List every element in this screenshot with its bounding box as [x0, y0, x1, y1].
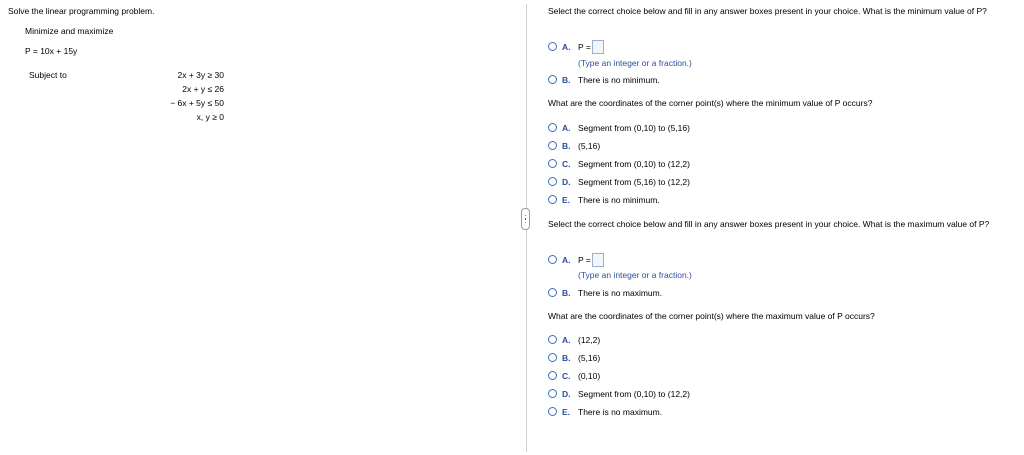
- option-letter: A.: [562, 334, 571, 345]
- option-text: There is no maximum.: [578, 287, 663, 298]
- option-letter: B.: [562, 140, 571, 151]
- option-text: (5,16): [578, 140, 601, 151]
- max-corner-option-e[interactable]: [548, 405, 662, 418]
- radio-button[interactable]: [548, 123, 557, 132]
- min-answer-input[interactable]: [592, 40, 604, 54]
- option-text: (5,16): [578, 352, 601, 363]
- option-text: P =: [578, 254, 591, 265]
- radio-button[interactable]: [548, 195, 557, 204]
- min-option-a[interactable]: [548, 40, 604, 53]
- max-hint: (Type an integer or a fraction.): [578, 270, 692, 280]
- constraint-1: 2x + 3y ≥ 30: [177, 70, 224, 80]
- radio-button[interactable]: [548, 288, 557, 297]
- max-corner-option-a[interactable]: [548, 333, 600, 346]
- min-question: Select the correct choice below and fill in any answer boxes present in your choice. What is the minimum value of P?: [548, 6, 987, 16]
- option-letter: B.: [562, 287, 571, 298]
- problem-title: Solve the linear programming problem.: [8, 6, 155, 16]
- option-text: There is no maximum.: [578, 406, 663, 417]
- option-text: Segment from (0,10) to (5,16): [578, 122, 690, 133]
- radio-button[interactable]: [548, 159, 557, 168]
- handle-dot-icon: [525, 215, 527, 217]
- min-corner-question: What are the coordinates of the corner point(s) where the minimum value of P occurs?: [548, 98, 873, 108]
- radio-button[interactable]: [548, 42, 557, 51]
- option-text: There is no minimum.: [578, 194, 660, 205]
- max-corner-question: What are the coordinates of the corner point(s) where the maximum value of P occurs?: [548, 311, 875, 321]
- option-letter: B.: [562, 352, 571, 363]
- panel-resize-handle[interactable]: [521, 208, 530, 230]
- option-letter: E.: [562, 406, 571, 417]
- constraint-2: 2x + y ≤ 26: [182, 84, 224, 94]
- option-text: (0,10): [578, 370, 601, 381]
- max-answer-input[interactable]: [592, 253, 604, 267]
- radio-button[interactable]: [548, 75, 557, 84]
- option-letter: A.: [562, 41, 571, 52]
- option-text: (12,2): [578, 334, 601, 345]
- problem-instruction: Minimize and maximize: [25, 26, 114, 36]
- min-option-b[interactable]: [548, 73, 660, 86]
- min-corner-option-d[interactable]: [548, 175, 690, 188]
- radio-button[interactable]: [548, 141, 557, 150]
- max-corner-option-b[interactable]: [548, 351, 600, 364]
- min-corner-option-a[interactable]: [548, 121, 690, 134]
- option-text: Segment from (0,10) to (12,2): [578, 388, 690, 399]
- constraint-3: − 6x + 5y ≤ 50: [170, 98, 224, 108]
- radio-button[interactable]: [548, 255, 557, 264]
- max-corner-option-d[interactable]: [548, 387, 690, 400]
- min-corner-option-b[interactable]: [548, 139, 600, 152]
- subject-to-label: Subject to: [29, 70, 67, 80]
- radio-button[interactable]: [548, 335, 557, 344]
- option-letter: B.: [562, 74, 571, 85]
- handle-dot-icon: [525, 222, 527, 224]
- min-corner-option-c[interactable]: [548, 157, 690, 170]
- option-letter: D.: [562, 388, 571, 399]
- constraint-4: x, y ≥ 0: [196, 112, 224, 122]
- min-corner-option-e[interactable]: [548, 193, 660, 206]
- option-text: There is no minimum.: [578, 74, 660, 85]
- radio-button[interactable]: [548, 177, 557, 186]
- radio-button[interactable]: [548, 371, 557, 380]
- radio-button[interactable]: [548, 353, 557, 362]
- option-letter: A.: [562, 122, 571, 133]
- radio-button[interactable]: [548, 407, 557, 416]
- objective-function: P = 10x + 15y: [25, 46, 78, 56]
- option-text: P =: [578, 41, 591, 52]
- max-option-a[interactable]: [548, 253, 604, 266]
- handle-dot-icon: [525, 218, 527, 220]
- option-letter: D.: [562, 176, 571, 187]
- min-hint: (Type an integer or a fraction.): [578, 58, 692, 68]
- max-option-b[interactable]: [548, 286, 662, 299]
- option-letter: C.: [562, 370, 571, 381]
- max-question: Select the correct choice below and fill in any answer boxes present in your choice. What is the maximum value of P?: [548, 219, 990, 229]
- option-letter: C.: [562, 158, 571, 169]
- option-text: Segment from (5,16) to (12,2): [578, 176, 690, 187]
- option-text: Segment from (0,10) to (12,2): [578, 158, 690, 169]
- max-corner-option-c[interactable]: [548, 369, 600, 382]
- option-letter: A.: [562, 254, 571, 265]
- radio-button[interactable]: [548, 389, 557, 398]
- option-letter: E.: [562, 194, 571, 205]
